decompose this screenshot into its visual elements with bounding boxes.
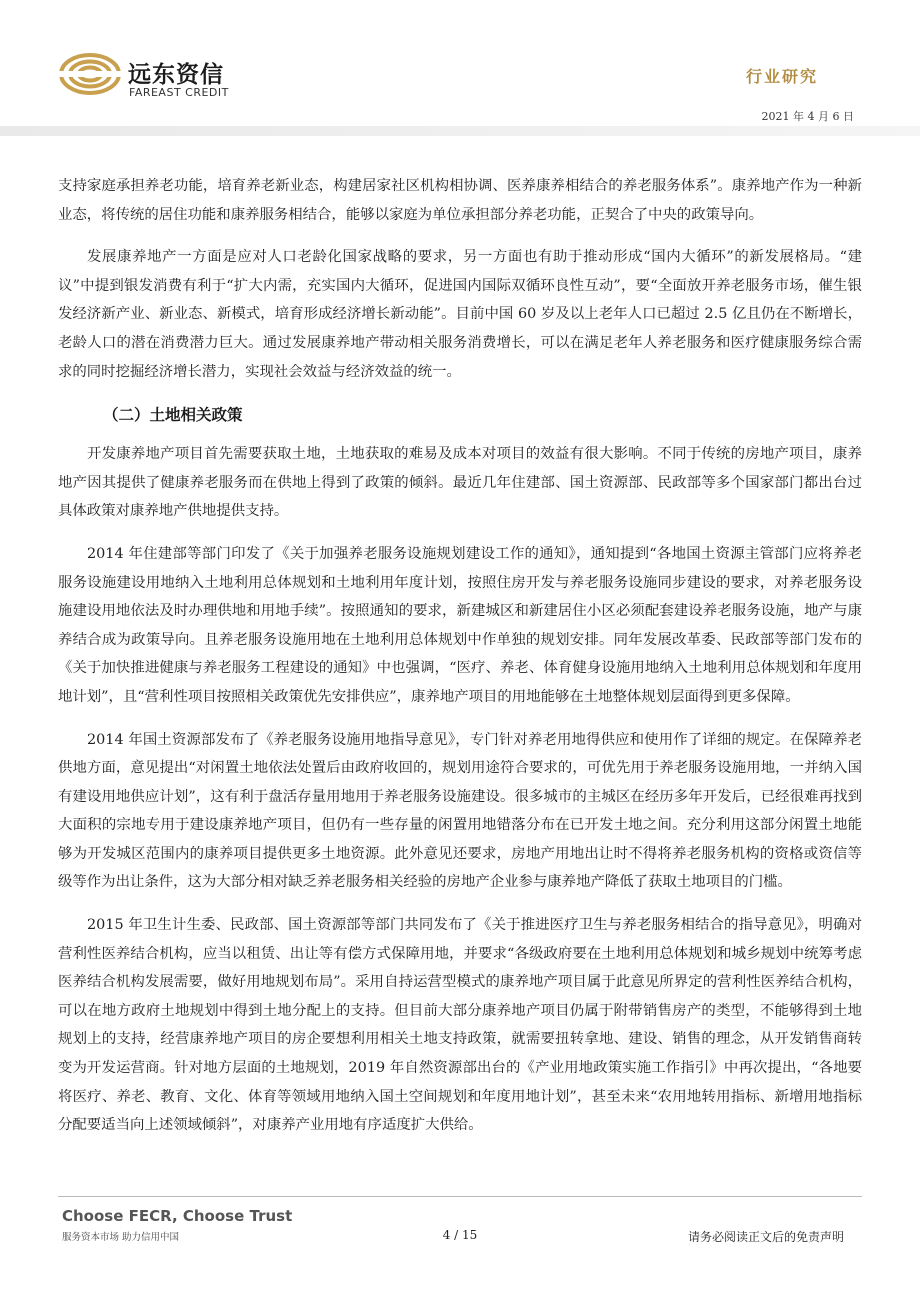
header-divider-bar [0,126,920,136]
page-number: 4 / 15 [442,1228,478,1242]
paragraph-1: 支持家庭承担养老功能，培育养老新业态，构建居家社区机构相协调、医养康养相结合的养老服务体系”。康养地产作为一种新业态，将传统的居住功能和康养服务相结合，能够以家庭为单位承担部分养老功能，正契合了中央的政策导向。 [58,178,862,223]
footer-divider [58,1196,862,1197]
disclaimer-note: 请务必阅读正文后的免责声明 [687,1230,844,1244]
report-date: 2021 年 4 月 6 日 [761,110,854,123]
footer-slogan: Choose FECR, Choose Trust [62,1207,293,1225]
brand-name-cn: 远东资信 [128,62,224,88]
paragraph-6: 2015 年卫生计生委、民政部、国土资源部等部门共同发布了《关于推进医疗卫生与养老服务相结合的指导意见》，明确对营利性医养结合机构，应当以租赁、出让等有偿方式保障用地，并要求“各级政府要在土地利用总体规划和城乡规划中统筹考虑医养结合机构发展需要，做好用地规划布局”。采用自持运营型模式的康养地产项目属于此意见所界定的营利性医养结合机构，可以在地方政府土地规划中得到土地分配上的支持。但目前大部分康养地产项目仍属于附带销售房产的类型，不能够得到土地规划上的支持，经营康养地产项目的房企要想利用相关土地支持政策，就需要扭转拿地、建设、销售的理念，从开发销售商转变为开发运营商。针对地方层面的土地规划，2019 年自然资源部出台的《产业用地政策实施工作指引》中再次提出，“各地要将医疗、养老、教育、文化、体育等领域用地纳入国土空间规划和年度用地计划”，甚至未来“农用地转用指标、新增用地指标分配要适当向上述领域倾斜”，对康养产业用地有序适度扩大供给。 [58,917,862,1134]
section-heading-land-policy: （二）土地相关政策 [103,406,243,425]
paragraph-5: 2014 年国土资源部发布了《养老服务设施用地指导意见》，专门针对养老用地得供应和使用作了详细的规定。在保障养老供地方面，意见提出“对闲置土地依法处置后由政府收回的，规划用途符合要求的，可优先用于养老服务设施用地，一并纳入国有建设用地供应计划”，这有利于盘活存量用地用于养老服务设施建设。很多城市的主城区在经历多年开发后，已经很难再找到大面积的宗地专用于建设康养地产项目，但仍有一些存量的闲置用地错落分布在已开发土地之间。充分利用这部分闲置土地能够为开发城区范围内的康养项目提供更多土地资源。此外意见还要求，房地产用地出让时不得将养老服务机构的资格或资信等级等作为出让条件，这为大部分相对缺乏养老服务相关经验的房地产企业参与康养地产降低了获取土地项目的门槛。 [58,731,862,891]
footer-subslogan: 服务资本市场 助力信用中国 [62,1232,180,1243]
page-header [0,0,920,140]
paragraph-2: 发展康养地产一方面是应对人口老龄化国家战略的要求，另一方面也有助于推动形成“国内大循环”的新发展格局。“建议”中提到银发消费有利于“扩大内需，充实国内大循环，促进国内国际双循环良性互动”，要“全面放开养老服务市场，催生银发经济新产业、新业态、新模式，培育形成经济增长新动能”。目前中国 60 岁及以上老年人口已超过 2.5 亿且仍在不断增长，老龄人口的潜在消费潜力巨大。通过发展康养地产带动相关服务消费增长，可以在满足老年人养老服务和医疗健康服务综合需求的同时挖掘经济增长潜力，实现社会效益与经济效益的统一。 [58,249,862,380]
document-body [58,172,862,1154]
report-type-label: 行业研究 [745,67,818,86]
fareast-logo-icon [58,52,122,96]
brand-name-en: FAREAST CREDIT [129,86,229,99]
paragraph-3: 开发康养地产项目首先需要获取土地，土地获取的难易及成本对项目的效益有很大影响。不同于传统的房地产项目，康养地产因其提供了健康养老服务而在供地上得到了政策的倾斜。最近几年住建部、国土资源部、民政部等多个国家部门都出台过具体政策对康养地产供地提供支持。 [58,446,862,520]
paragraph-4: 2014 年住建部等部门印发了《关于加强养老服务设施规划建设工作的通知》，通知提到“各地国土资源主管部门应将养老服务设施建设用地纳入土地利用总体规划和土地利用年度计划，按照住房开发与养老服务设施同步建设的要求，对养老服务设施建设用地依法及时办理供地和用地手续”。按照通知的要求，新建城区和新建居住小区必须配套建设养老服务设施，地产与康养结合成为政策导向。且养老服务设施用地在土地利用总体规划中作单独的规划安排。同年发展改革委、民政部等部门发布的《关于加快推进健康与养老服务工程建设的通知》中也强调，“医疗、养老、体育健身设施用地纳入土地利用总体规划和年度用地计划”，且“营利性项目按照相关政策优先安排供应”，康养地产项目的用地能够在土地整体规划层面得到更多保障。 [58,545,862,705]
